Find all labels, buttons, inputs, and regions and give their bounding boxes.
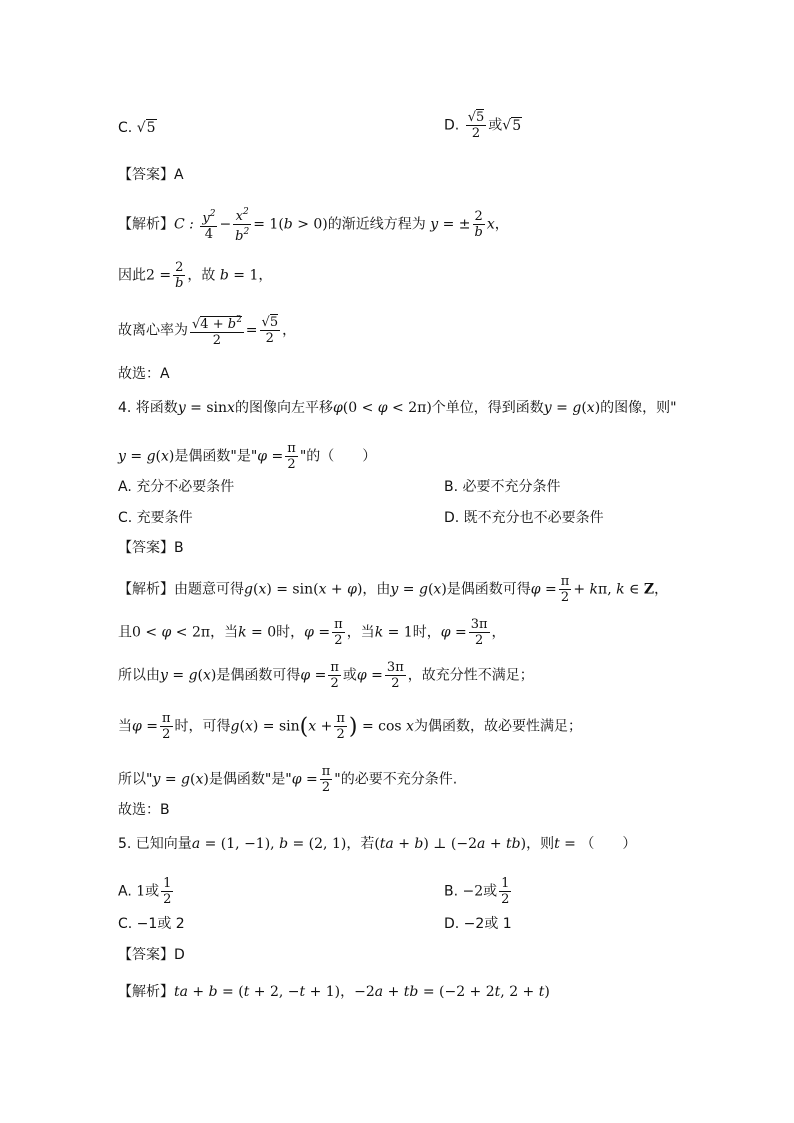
q4-analysis-line1: 【解析】由题意可得g(x) = sin(x + φ)，由y = g(x)是偶函数可得φ = $\frac{\pi}{2}$ + kπ, k ∈ Z，: [118, 574, 669, 605]
q3-answer: 【答案】A: [118, 167, 184, 183]
q4-stem-line2: y = g(x)是偶函数"是"φ = $\frac{\pi}{2}$ "的（ ）: [118, 441, 377, 472]
q5-answer: 【答案】D: [118, 947, 185, 963]
q3-choose: 故选：A: [118, 366, 170, 382]
q3-option-c-value: √5: [136, 120, 156, 136]
q4-option-c: C. 充要条件: [118, 510, 193, 526]
q5-analysis-line1: 【解析】ta + b = (t + 2, −t + 1)，−2a + tb = (−2 + 2t, 2 + t): [118, 984, 550, 1000]
q5-option-b: B. −2或 $\frac{1}{2}$: [444, 876, 510, 907]
q4-option-b: B. 必要不充分条件: [444, 479, 561, 495]
q5-stem: 5. 已知向量a = (1, −1), b = (2, 1)，若(ta + b) ⊥ (−2a + tb)，则t = （ ）: [118, 836, 637, 852]
q3-analysis-line1: 【解析】C : $\frac{y^2}{4}$ − $\frac{x^2}{b^2}$ = 1(b > 0)的渐近线方程为 y = ± $\frac{2}{b}$ x，: [118, 207, 509, 244]
q4-answer: 【答案】B: [118, 540, 184, 556]
q3-option-d: D. $\frac{√5}{2}$ 或√5: [444, 110, 522, 141]
q4-analysis-line3: 所以由y = g(x)是偶函数可得φ = $\frac{\pi}{2}$ 或φ = $\frac{3\pi}{2}$ ，故充分性不满足；: [118, 660, 534, 691]
q4-analysis-line5: 所以"y = g(x)是偶函数"是"φ = $\frac{\pi}{2}$ "的必要不充分条件.: [118, 764, 458, 795]
q3-option-c: C. √5: [118, 120, 156, 136]
q3-analysis-line2: 因此2 = $\frac{2}{b}$ ，故 b = 1，: [118, 260, 273, 291]
q3-analysis-line3: 故离心率为 $\frac{√4 + b^2}{2}$ = $\frac{√5}{2}$ ，: [118, 315, 297, 348]
q4-analysis-line4: 当φ = $\frac{\pi}{2}$ 时，可得g(x) = sin(x + $\frac{\pi}{2}$ ) = cos x为偶函数，故必要性满足；: [118, 711, 582, 742]
q5-option-c: C. −1或 2: [118, 916, 185, 932]
q3-option-d-fraction: $\frac{√5}{2}$: [467, 110, 485, 141]
q5-option-d: D. −2或 1: [444, 916, 512, 932]
q4-option-d: D. 既不充分也不必要条件: [444, 510, 604, 526]
q4-stem-line1: 4. 将函数y = sinx的图像向左平移φ(0 < φ < 2π)个单位，得到函数y = g(x)的图像，则": [118, 400, 677, 416]
q5-option-a: A. 1或 $\frac{1}{2}$: [118, 876, 172, 907]
q4-choose: 故选：B: [118, 802, 170, 818]
q4-option-a: A. 充分不必要条件: [118, 479, 235, 495]
q4-analysis-line2: 且0 < φ < 2π，当k = 0时，φ = $\frac{\pi}{2}$ ，当k = 1时，φ = $\frac{3\pi}{2}$ ，: [118, 617, 506, 648]
